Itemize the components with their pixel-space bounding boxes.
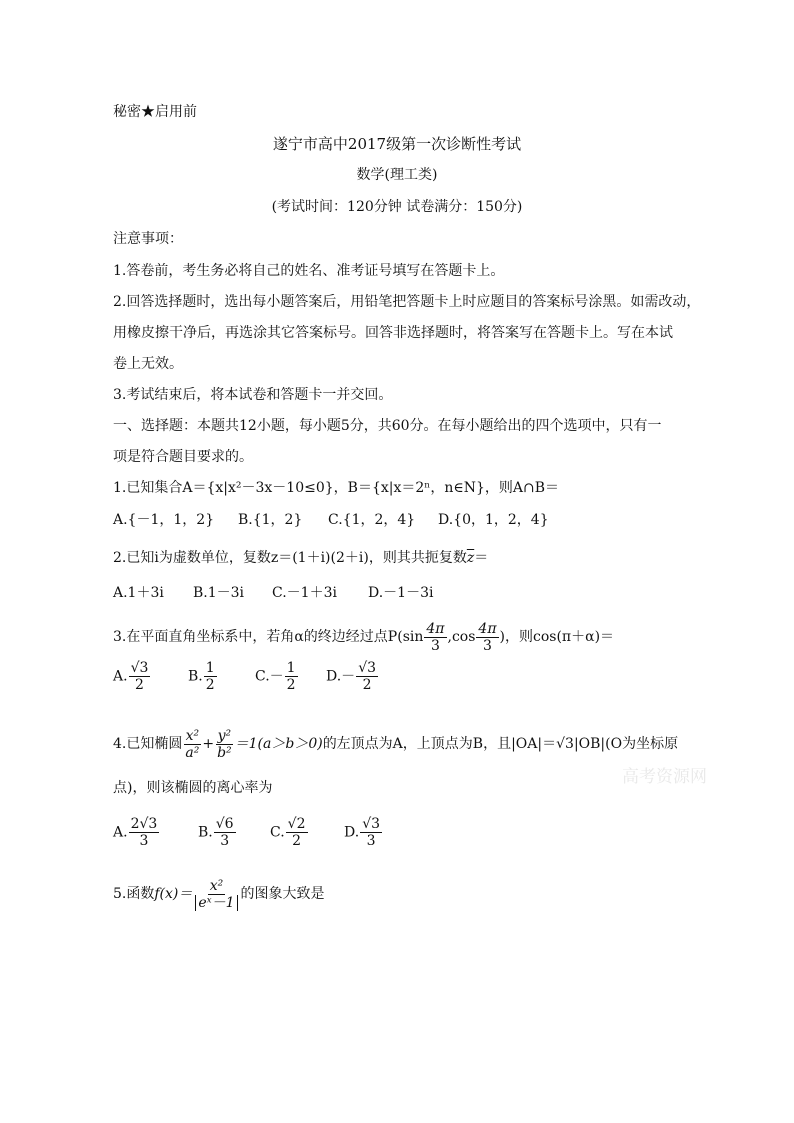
q5-stem [113,872,325,916]
q4-option-a-label: A. [113,824,128,841]
secret-mark: 秘密★启用前 [113,104,197,120]
notice-item-3: 3.考试结束后，将本试卷和答题卡一并交回。 [113,387,393,403]
q3-stem-tail: )，则cos(π＋α)＝ [499,629,615,645]
q1-option-b: B.{1，2} [238,512,303,528]
q3-option-b-den: 2 [205,677,215,693]
q3-option-c-num: 1 [286,660,296,676]
q4-stem-mid: 的左顶点为A，上顶点为B，且|OA|＝ [322,736,557,752]
q2-stem-text: 2.已知i为虚数单位，复数z＝(1＋i)(2＋i)，则其共扼复数 [113,550,467,566]
q4-option-b [198,816,237,849]
q3-option-b-label: B. [188,668,203,685]
q4-sqrt3: √3 [556,736,574,752]
q4-option-c-label: C. [270,824,285,841]
q1-stem: 1.已知集合A＝{x|x²－3x－10≤0}，B＝{x|x＝2ⁿ，n∈N}，则A∩B＝ [113,480,559,496]
notice-item-2-line-2: 用橡皮擦干净后，再选涂其它答案标号。回答非选择题时，将答案写在答题卡上。写在本试 [113,325,673,341]
q3-option-c-label: C.－ [255,668,284,685]
q3-option-a-num: √3 [130,660,149,676]
q5-fraction [193,878,239,911]
q4-y2: y² [217,727,232,744]
q3-frac-num-1: 4π [426,620,445,637]
q3-option-b-fraction [204,660,217,693]
q5-stem-text: 5.函数 [113,886,155,902]
q4-option-a-fraction [129,816,160,849]
q4-option-a-den: 3 [139,833,149,849]
q2-option-c: C.－1＋3i [272,585,337,601]
q4-stem-line-2: 点)，则该椭圆的离心率为 [113,780,273,796]
q4-option-b-label: B. [198,824,213,841]
notice-item-1: 1.答卷前，考生务必将自己的姓名、准考证号填写在答题卡上。 [113,263,505,279]
q1-option-a: A.{－1，1，2} [113,512,215,528]
q2-stem [113,548,488,568]
q4-option-d-label: D. [344,824,360,841]
q3-fraction-sin [424,621,446,654]
q3-option-c [255,660,299,693]
section-1-heading-line-1: 一、选择题：本题共12小题，每小题5分，共60分。在每小题给出的四个选项中，只有一 [113,418,662,434]
q3-frac-num-2: 4π [478,620,497,637]
exam-title: 遂宁市高中2017级第一次诊断性考试 [272,135,522,153]
q4-fraction-x [183,728,201,761]
q2-conjugate-z: $\overline{z}$ [466,550,475,566]
q3-option-a [113,660,151,693]
q3-option-a-fraction [129,660,151,693]
q5-den: eˣ－1 [195,895,237,911]
q3-option-d-den: 2 [362,677,372,693]
q4-stem: 4.已知椭圆 $\frac{\text{x²}}{\text{a²}}$ + $\frac{\text{y²}}{\text{b²}}$ ＝1(a＞b＞0)的左顶点为A，上顶点为B，且|OA|＝√3|OB|(O为坐标原 [113,727,679,761]
section-1-heading-line-2: 项是符合题目要求的。 [113,449,253,465]
q4-option-d-num: √3 [362,816,381,832]
q2-option-d: D.－1－3i [368,585,434,601]
q4-option-d-den: 3 [366,833,376,849]
q3-stem-text: 3.在平面直角坐标系中，若角α的终边经过点P( [113,629,403,645]
q4-option-b-num: √6 [215,816,234,832]
q3-sin: sin [402,629,424,645]
q5-stem-tail: 的图象大致是 [240,886,325,902]
q4-eq-cond: ＝1(a＞b＞0) [234,736,323,752]
q4-x2: x² [185,727,200,744]
q3-option-c-den: 2 [286,677,296,693]
q4-option-d [344,816,383,849]
q4-option-d-fraction [360,816,382,849]
notice-item-2-line-1: 2.回答选择题时，选出每小题答案后，用铅笔把答题卡上时应题目的答案标号涂黑。如需改动， [113,294,701,310]
watermark: 高考资源网 [622,767,707,787]
q2-option-a: A.1＋3i [113,585,164,601]
q1-option-c: C.{1，2，4} [328,512,416,528]
q4-option-c-fraction [286,816,308,849]
q3-option-a-label: A. [113,668,128,685]
q4-option-c-num: √2 [287,816,306,832]
q3-option-d-num: √3 [358,660,377,676]
q4-fraction-y [215,728,234,761]
notice-item-2-line-3: 卷上无效。 [113,356,183,372]
q4-option-c [270,816,309,849]
q1-option-d: D.{0，1，2，4} [438,512,549,528]
q3-frac-den-2: 3 [483,637,492,654]
q4-option-b-den: 3 [220,833,230,849]
q4-option-c-den: 2 [292,833,302,849]
q3-option-b [188,660,218,693]
q2-option-b: B.1－3i [193,585,245,601]
q3-option-c-fraction [285,660,298,693]
q3-cos: cos [451,629,476,645]
q3-frac-den-1: 3 [430,637,440,654]
q4-a2: a² [185,744,200,761]
q3-option-a-den: 2 [135,677,144,693]
q4-option-a-num: 2√3 [130,816,158,832]
q3-option-d [326,660,379,693]
q3-option-b-num: 1 [205,660,215,676]
q4-b2: b² [217,744,232,761]
q5-num: x² [209,877,224,894]
notice-heading: 注意事项： [113,231,183,247]
q3-fraction-cos [476,621,498,654]
q3-option-d-fraction [356,660,378,693]
q4-stem-text: 4.已知椭圆 [113,736,183,752]
q3-option-d-label: D.－ [326,668,356,685]
q5-fx: f(x)＝ [154,886,193,902]
q2-stem-equals: ＝ [474,550,489,566]
q4-option-a [113,816,160,849]
q4-stem-tail: |OB|(O为坐标原 [573,736,679,752]
q3-stem: 3.在平面直角坐标系中，若角α的终边经过点P(sin $\frac{4\pi}{3}$ ,cos $\frac{4\pi}{3}$ )，则cos(π＋α)＝ [113,620,615,654]
exam-subtitle: 数学(理工类) [356,167,438,183]
exam-time-info: (考试时间：120分钟 试卷满分：150分) [271,199,523,215]
q4-option-b-fraction [214,816,236,849]
